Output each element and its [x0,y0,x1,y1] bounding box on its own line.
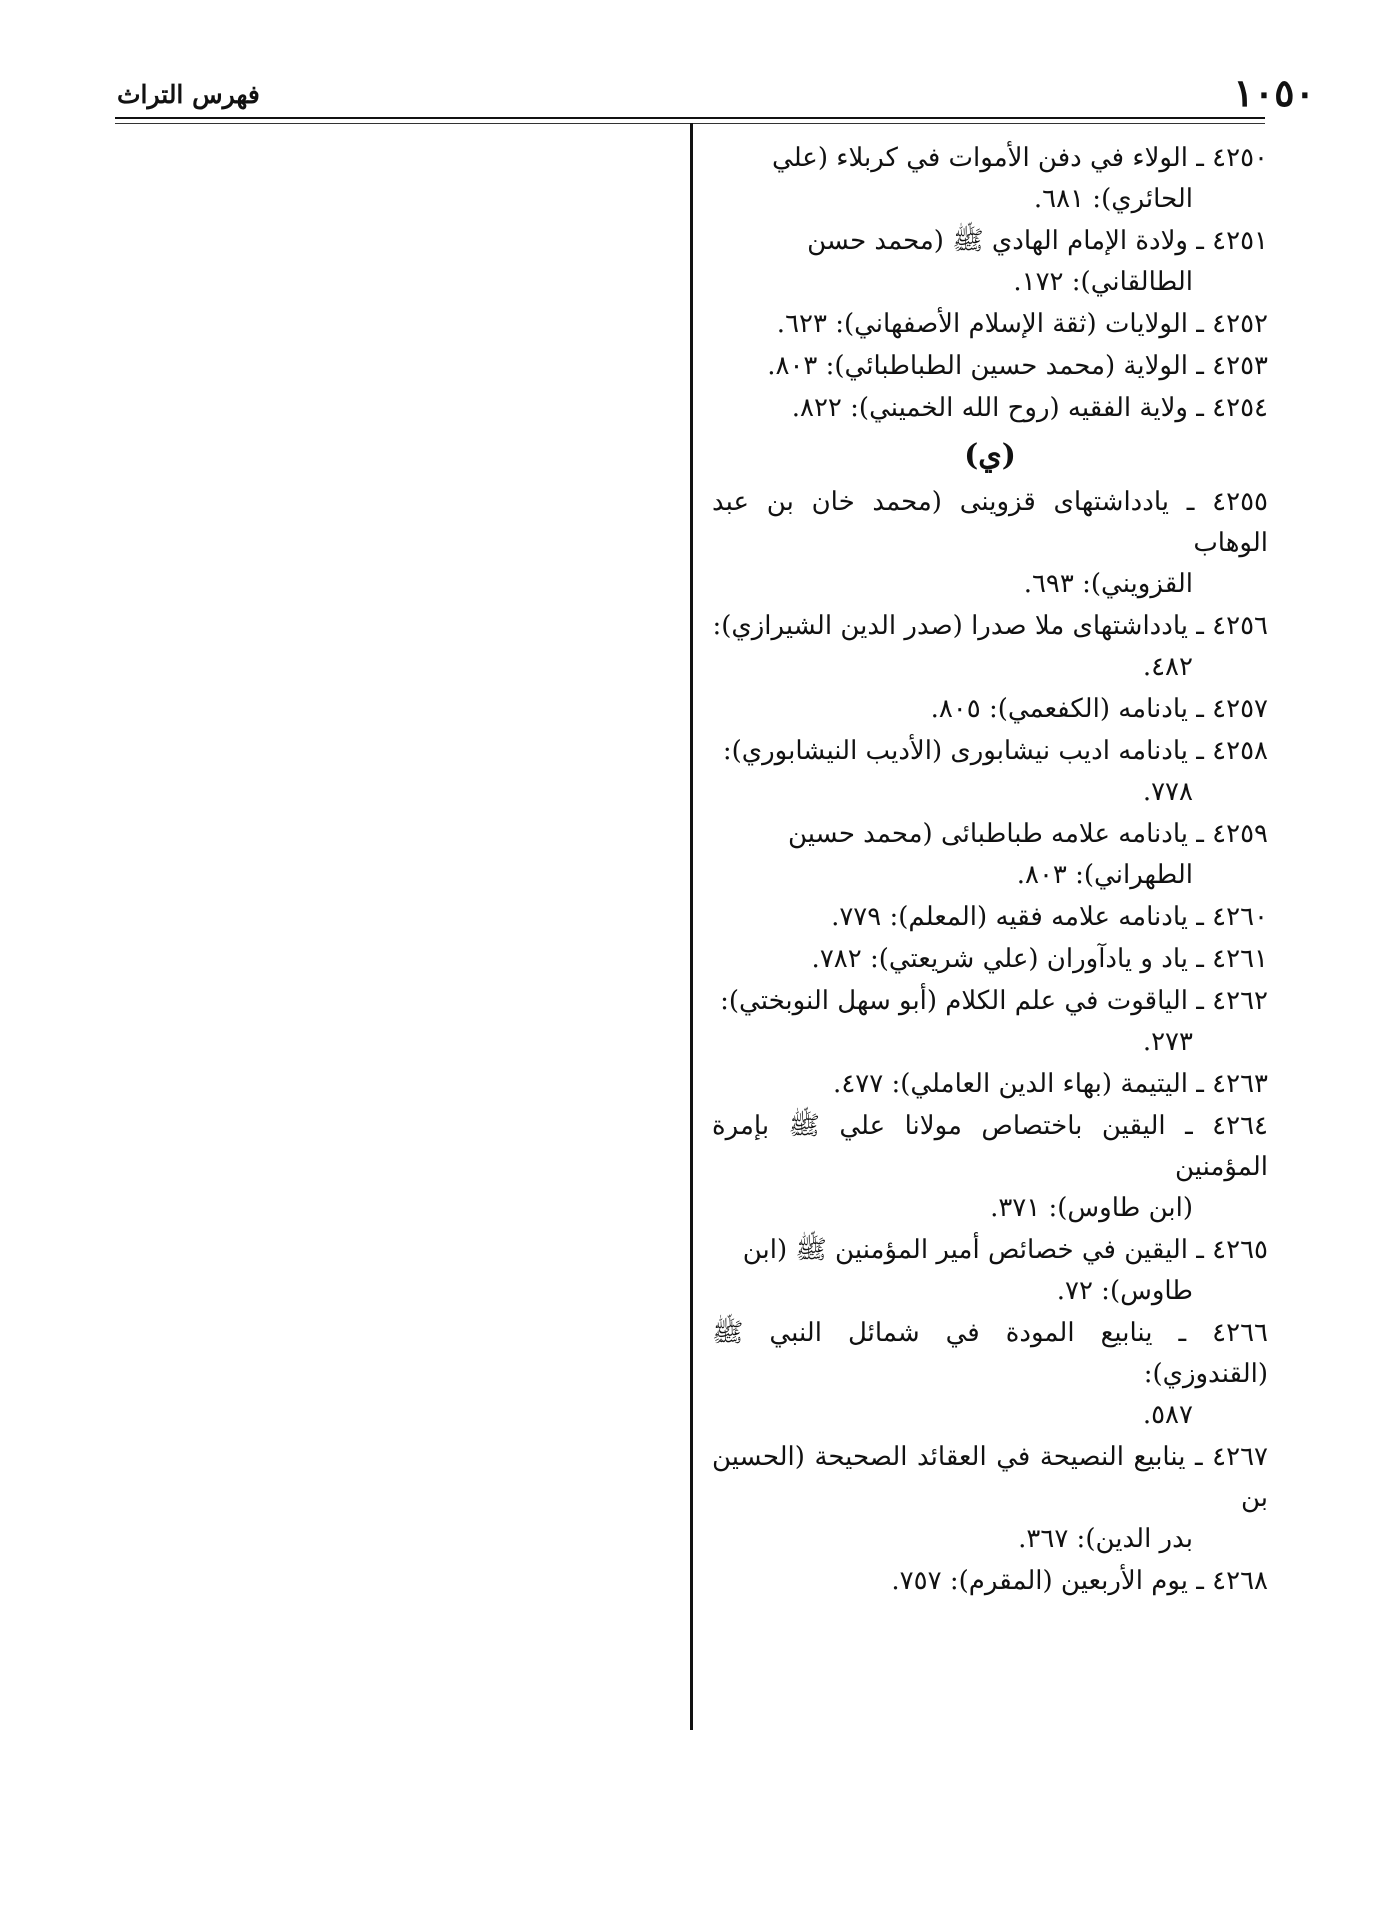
entry-title: ـ يادداشتهاى ملا صدرا (صدر الدين الشيرازي): [712,611,1204,641]
entry-number: ٤٢٦٧ [1212,1442,1268,1472]
index-entry [712,1106,1268,1229]
entry-title: ـ يادداشتهاى قزوينى (محمد خان بن عبد الوهاب [712,487,1268,558]
entry-number: ٤٢٥٥ [1212,487,1268,517]
index-entry [712,1313,1268,1436]
entry-continuation: الطهراني): ٨٠٣. [1016,860,1193,890]
entry-number: ٤٢٦٦ [1212,1318,1268,1348]
entry-number: ٤٢٥٢ [1212,309,1268,339]
index-entry [712,388,1268,429]
entries-group-waw [712,138,1268,429]
column-divider [690,123,693,1730]
index-entry [712,1437,1268,1560]
entry-title: ـ اليقين باختصاص مولانا علي ﷺ بإمرة المؤمنين [712,1111,1268,1182]
entry-title: ـ يادنامه اديب نيشابورى (الأديب النيشابوري): [722,736,1204,766]
index-entry [712,981,1268,1063]
entry-continuation: ٢٧٣. [1142,1027,1193,1057]
entry-title: ـ يادنامه (الكفعمي): ٨٠٥. [930,694,1204,724]
entry-number: ٤٢٦٢ [1212,986,1268,1016]
entry-number: ٤٢٥٦ [1212,611,1268,641]
entry-title: ـ اليقين في خصائص أمير المؤمنين ﷺ (ابن [742,1235,1204,1265]
index-entry [712,482,1268,605]
entry-continuation: ٥٨٧. [1142,1400,1193,1430]
entry-number: ٤٢٦٤ [1212,1111,1268,1141]
entry-title: ـ اليتيمة (بهاء الدين العاملي): ٤٧٧. [833,1069,1204,1099]
entry-title: ـ الولاية (محمد حسين الطباطبائي): ٨٠٣. [767,351,1204,381]
index-entry [712,814,1268,896]
entry-number: ٤٢٦١ [1212,944,1268,974]
entry-number: ٤٢٥٠ [1212,143,1268,173]
entry-number: ٤٢٦٥ [1212,1235,1268,1265]
index-entry [712,138,1268,220]
index-entry [712,1064,1268,1105]
entry-title: ـ ولاية الفقيه (روح الله الخميني): ٨٢٢. [791,393,1204,423]
entry-continuation: طاوس): ٧٢. [1056,1276,1193,1306]
entry-number: ٤٢٦٠ [1212,902,1268,932]
entry-number: ٤٢٥٣ [1212,351,1268,381]
index-entry [712,304,1268,345]
entry-continuation: ٤٨٢. [1142,652,1193,682]
entry-continuation: القزويني): ٦٩٣. [1023,569,1193,599]
entry-number: ٤٢٥٤ [1212,393,1268,423]
entry-number: ٤٢٦٨ [1212,1566,1268,1596]
entry-title: ـ الياقوت في علم الكلام (أبو سهل النوبختي): [720,986,1204,1016]
entry-number: ٤٢٦٣ [1212,1069,1268,1099]
index-entries [712,138,1268,1603]
index-entry [712,1561,1268,1602]
index-entry [712,939,1268,980]
entry-number: ٤٢٥٧ [1212,694,1268,724]
entry-title: ـ الولايات (ثقة الإسلام الأصفهاني): ٦٢٣. [776,309,1204,339]
index-entry [712,731,1268,813]
entry-continuation: الحائري): ٦٨١. [1033,184,1193,214]
entry-title: ـ يوم الأربعين (المقرم): ٧٥٧. [891,1566,1204,1596]
entry-number: ٤٢٥٩ [1212,819,1268,849]
index-entry [712,606,1268,688]
index-entry [712,346,1268,387]
index-entry [712,689,1268,730]
section-letter: (ي) [964,438,1016,473]
entry-continuation: الطالقاني): ١٧٢. [1013,267,1193,297]
entry-continuation: (ابن طاوس): ٣٧١. [990,1193,1193,1223]
entry-title: ـ يادنامه علامه طباطبائى (محمد حسين [788,819,1204,849]
index-entry [712,1230,1268,1312]
page-title: فهرس التراث [117,80,260,109]
entry-title: ـ ياد و يادآوران (علي شريعتي): ٧٨٢. [811,944,1204,974]
index-entry [712,221,1268,303]
entries-group-ya [712,482,1268,1602]
entry-continuation: ٧٧٨. [1142,777,1193,807]
entry-continuation: بدر الدين): ٣٦٧. [1018,1524,1193,1554]
entry-title: ـ الولاء في دفن الأموات في كربلاء (علي [772,143,1204,173]
entry-title: ـ يادنامه علامه فقيه (المعلم): ٧٧٩. [831,902,1204,932]
entry-number: ٤٢٥١ [1212,226,1268,256]
header-divider [115,117,1265,119]
entry-title: ـ ينابيع النصيحة في العقائد الصحيحة (الحسين بن [712,1442,1268,1513]
index-entry [712,897,1268,938]
entry-title: ـ ينابيع المودة في شمائل النبي ﷺ (القندوزي): [712,1318,1268,1389]
entry-title: ـ ولادة الإمام الهادي ﷺ (محمد حسن [807,226,1204,256]
entry-number: ٤٢٥٨ [1212,736,1268,766]
page-number: ١٠٥٠ [1233,70,1315,115]
